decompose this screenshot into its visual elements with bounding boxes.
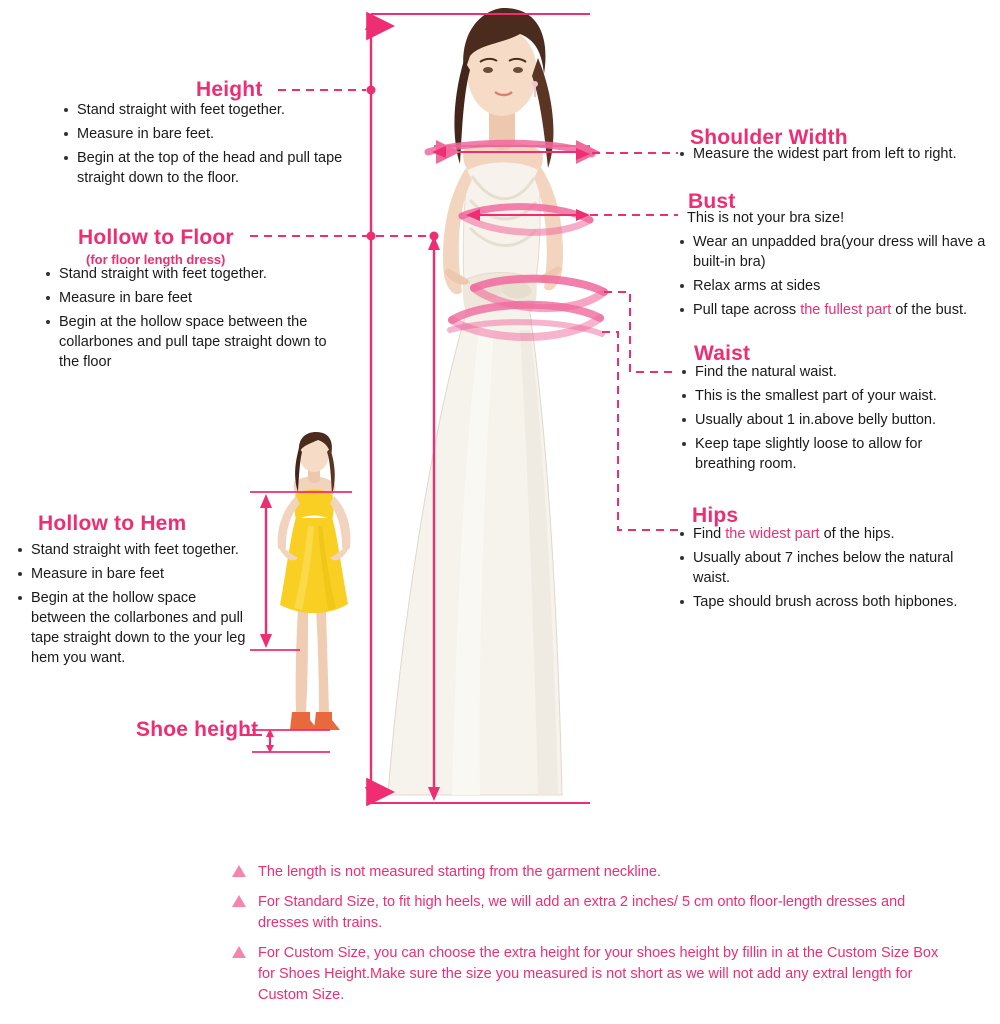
hips-find-tail: of the hips. bbox=[819, 526, 895, 542]
list-item: Stand straight with feet together. bbox=[44, 264, 344, 284]
bust-pull-tail: of the bust. bbox=[891, 302, 968, 318]
shoe-height-title: Shoe height bbox=[136, 718, 259, 741]
hollow-to-hem-section bbox=[38, 512, 186, 536]
hips-find-text: Find bbox=[693, 526, 726, 542]
list-item: Begin at the hollow space between the collarbones and pull tape straight down to the floor bbox=[44, 312, 344, 372]
hollow-to-hem-title: Hollow to Hem bbox=[38, 512, 187, 535]
height-section bbox=[196, 78, 263, 102]
list-item: Wear an unpadded bra(your dress will have a built-in bra) bbox=[678, 232, 994, 272]
list-item: Begin at the hollow space between the collarbones and pull tape straight down to the your leg hem you want. bbox=[16, 588, 246, 668]
warning-triangle-icon bbox=[232, 946, 246, 958]
waist-title: Waist bbox=[694, 342, 751, 365]
note-item bbox=[232, 943, 952, 1006]
note-text: For Custom Size, you can choose the extra height for your shoes height by fillin in at the Custom Size Box for Shoes Height.Make sure the size you measured is not short as we will not add any extral length for Custom Size. bbox=[258, 945, 939, 1003]
hollow-to-floor-section bbox=[78, 226, 234, 267]
height-bullets bbox=[62, 100, 352, 192]
bust-bullets bbox=[678, 208, 994, 324]
list-item: Measure in bare feet bbox=[16, 564, 246, 584]
list-item: This is the smallest part of your waist. bbox=[680, 386, 980, 406]
list-item: Measure in bare feet bbox=[44, 288, 344, 308]
warning-triangle-icon bbox=[232, 895, 246, 907]
shoe-height-section bbox=[136, 718, 258, 742]
main-model-illustration bbox=[352, 0, 642, 805]
list-item: Usually about 1 in.above belly button. bbox=[680, 410, 980, 430]
small-model-illustration bbox=[256, 430, 366, 755]
list-item: Begin at the top of the head and pull tape straight down to the floor. bbox=[62, 148, 352, 188]
list-item: Measure in bare feet. bbox=[62, 124, 352, 144]
list-item: Stand straight with feet together. bbox=[16, 540, 246, 560]
hollow-to-floor-subtitle: (for floor length dress) bbox=[86, 252, 226, 267]
note-text: For Standard Size, to fit high heels, we will add an extra 2 inches/ 5 cm onto floor-length dresses and dresses with trains. bbox=[258, 894, 906, 931]
shoulder-width-title: Shoulder Width bbox=[690, 126, 848, 149]
list-item: This is not your bra size! bbox=[687, 210, 845, 226]
shoulder-width-bullets bbox=[678, 144, 998, 168]
footer-notes bbox=[232, 862, 952, 1015]
list-item bbox=[678, 300, 994, 320]
bust-title: Bust bbox=[688, 190, 736, 213]
list-item bbox=[678, 524, 990, 544]
hollow-to-hem-bullets bbox=[16, 540, 246, 672]
list-item: Tape should brush across both hipbones. bbox=[678, 592, 990, 612]
note-item bbox=[232, 892, 952, 934]
bust-pull-text: Pull tape across bbox=[693, 302, 801, 318]
bust-highlight: the fullest part bbox=[800, 302, 892, 318]
hips-bullets bbox=[678, 524, 990, 616]
list-item: Relax arms at sides bbox=[678, 276, 994, 296]
hollow-to-floor-title: Hollow to Floor bbox=[78, 226, 234, 249]
note-text: The length is not measured starting from the garment neckline. bbox=[258, 864, 661, 880]
list-item: Find the natural waist. bbox=[680, 362, 980, 382]
hips-highlight: the widest part bbox=[725, 526, 820, 542]
list-item: Keep tape slightly loose to allow for breathing room. bbox=[680, 434, 980, 474]
waist-bullets bbox=[680, 362, 980, 478]
list-item: Usually about 7 inches below the natural waist. bbox=[678, 548, 990, 588]
list-item: Stand straight with feet together. bbox=[62, 100, 352, 120]
hollow-to-floor-bullets bbox=[44, 264, 344, 376]
warning-triangle-icon bbox=[232, 865, 246, 877]
hips-title: Hips bbox=[692, 504, 739, 527]
note-item bbox=[232, 862, 952, 883]
height-title: Height bbox=[196, 78, 263, 101]
list-item: Measure the widest part from left to right. bbox=[678, 144, 998, 164]
